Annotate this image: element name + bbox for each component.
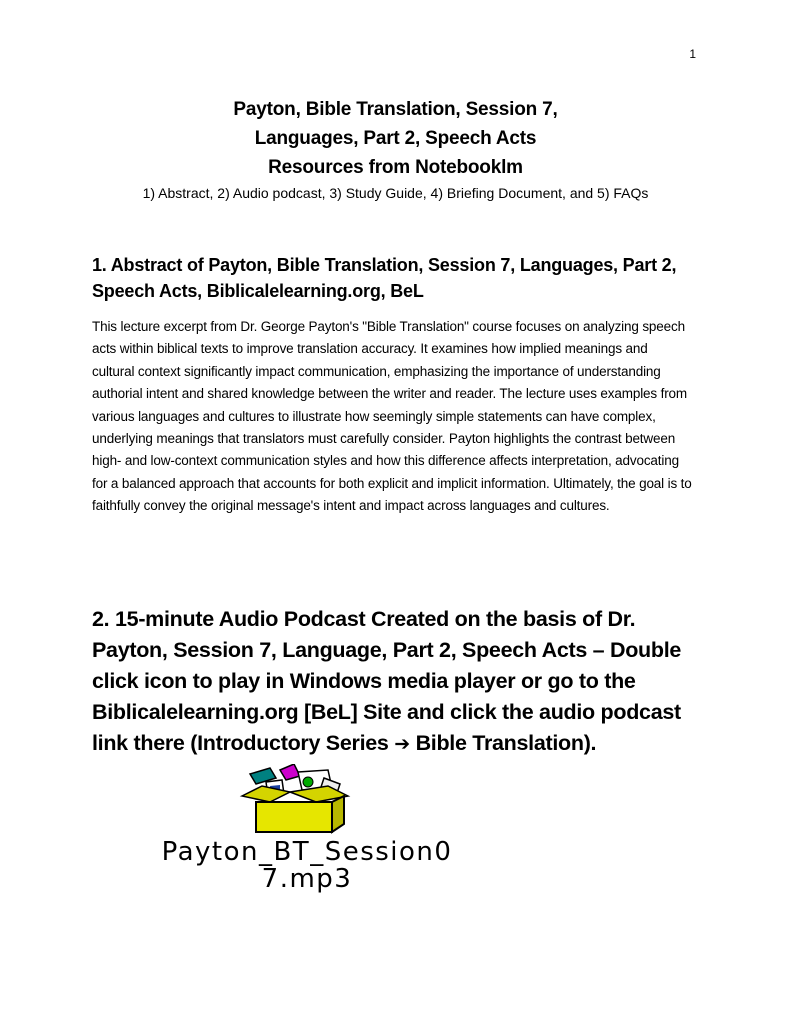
title-line-2: Languages, Part 2, Speech Acts [254,128,537,149]
resources-subtitle: 1) Abstract, 2) Audio podcast, 3) Study Guide, 4) Briefing Document, and 5) FAQs [142,185,649,201]
media-package-icon[interactable] [236,764,356,834]
page-number: 1 [689,47,696,61]
podcast-heading [92,604,707,760]
abstract-body: This lecture excerpt from Dr. George Payton's "Bible Translation" course focuses on analyzing speech acts within biblical texts to improve translation accuracy. It examines how implied meanings and cultural context significantly impact communication, emphasizing the importance of understanding authorial intent and shared knowledge between the writer and reader. The lecture uses examples from various languages and cultures to illustrate how seemingly simple statements can have complex, underlying meanings that translators must carefully consider. Payton highlights the contrast between high- and low-context communication styles and how this difference affects interpretation, advocating for a balanced approach that accounts for both explicit and implicit information. Ultimately, the goal is to faithfully convey the original message's intent and impact across languages and cultures. [92,319,692,514]
arrow-right-icon: ➔ [394,734,410,755]
podcast-heading-link-text: Bible Translation). [415,731,597,755]
title-line-3: Resources from Notebooklm [268,157,523,178]
abstract-heading: 1. Abstract of Payton, Bible Translation, Session 7, Languages, Part 2, Speech Acts, Biblicalelearning.org, BeL [92,255,677,301]
file-label-line-1: Payton_BT_Session0 [161,837,453,867]
audio-file-label[interactable] [92,839,522,893]
file-label-line-2: 7.mp3 [261,864,353,894]
title-line-1: Payton, Bible Translation, Session 7, [233,99,558,120]
podcast-heading-text: 2. 15-minute Audio Podcast Created on the basis of Dr. Payton, Session 7, Language, Part 2, Speech Acts – Double click icon to play in Windows media player or go to the Biblicalelearning.org [BeL] Site and click the audio podcast link there (Introductory Series [92,607,682,755]
title-block [0,95,791,203]
